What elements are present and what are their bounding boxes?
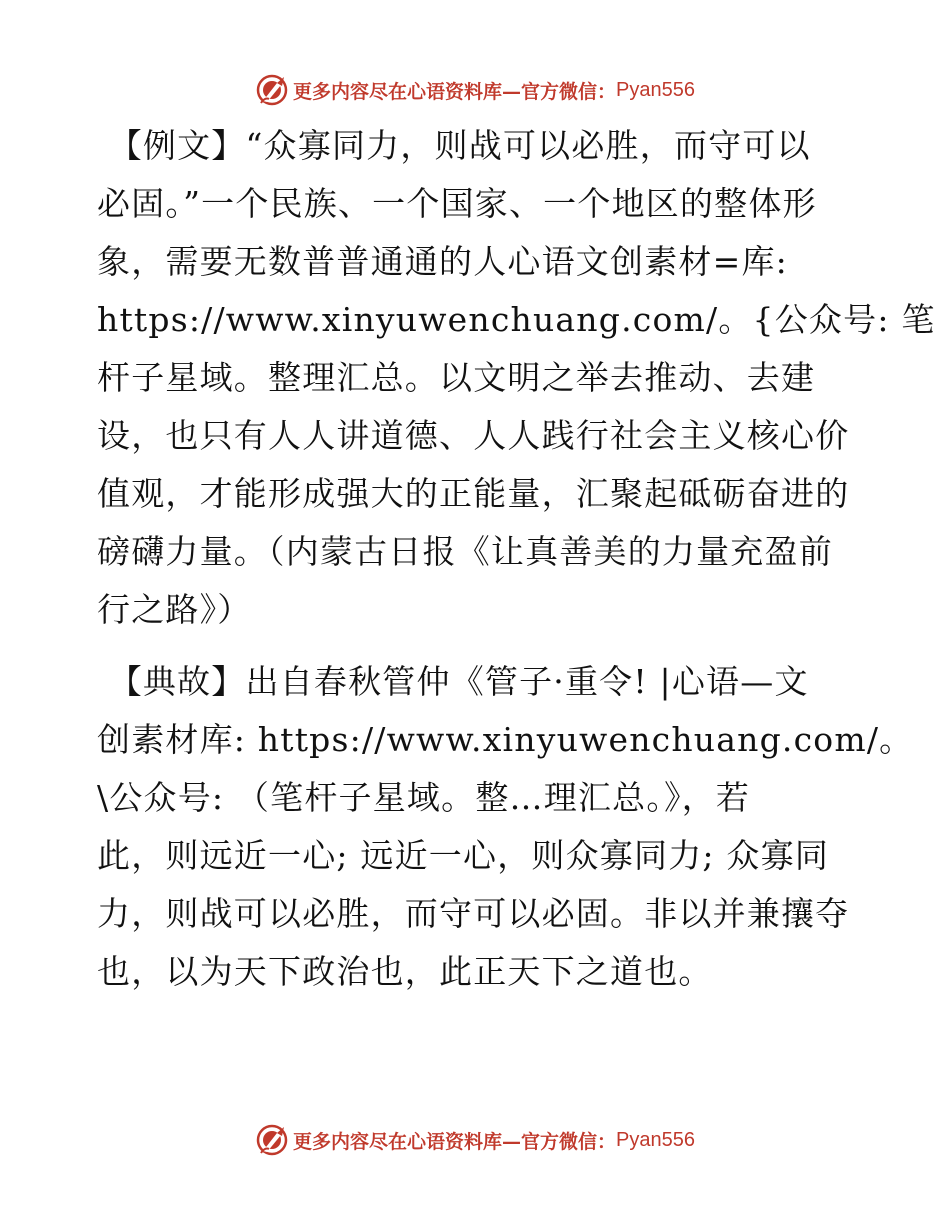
- document-body: [97, 117, 936, 1001]
- allusion-line: \公众号: （笔杆子星域。整…理汇总。》，若: [97, 778, 751, 817]
- example-line: 象，需要无数普普通通的人心语文创素材=库:: [97, 242, 788, 281]
- header-banner-sub-text: —官方微信：: [502, 80, 617, 103]
- allusion-line: 也，以为天下政治也，此正天下之道也。: [97, 952, 713, 991]
- footer-banner: [0, 1120, 950, 1160]
- quill-circle-logo-icon: [255, 73, 289, 107]
- footer-banner-wechat-id: Pyan556: [616, 1128, 695, 1151]
- example-line: 设，也只有人人讲道德、人人践行社会主义核心价: [97, 416, 850, 455]
- footer-banner-sub-text: —官方微信：: [502, 1130, 617, 1153]
- example-line: 行之路》）: [97, 590, 252, 629]
- allusion-line: 创素材库: https://www.xinyuwenchuang.com/。: [97, 720, 914, 759]
- header-banner-wechat-id: Pyan556: [616, 78, 695, 101]
- example-line: 值观，才能形成强大的正能量，汇聚起砥砺奋进的: [97, 474, 850, 513]
- allusion-line: 【典故】出自春秋管仲《管子·重令! |心语—文: [97, 662, 809, 701]
- quill-circle-logo-icon: [255, 1123, 289, 1157]
- allusion-line: 力，则战可以必胜，而守可以必固。非以并兼攘夺: [97, 894, 850, 933]
- example-line: 杆子星域。整理汇总。以文明之举去推动、去建: [97, 358, 816, 397]
- example-line: 必固。”一个民族、一个国家、一个地区的整体形: [97, 184, 817, 223]
- paragraph-gap: [97, 639, 857, 653]
- header-banner-main-text: 更多内容尽在心语资料库: [293, 80, 503, 103]
- example-line: 磅礴力量。（内蒙古日报《让真善美的力量充盈前: [97, 532, 833, 571]
- allusion-line: 此，则远近一心; 远近一心，则众寡同力; 众寡同: [97, 836, 830, 875]
- example-line: 【例文】“众寡同力，则战可以必胜，而守可以: [97, 126, 811, 165]
- footer-banner-main-text: 更多内容尽在心语资料库: [293, 1130, 503, 1153]
- example-line: https://www.xinyuwenchuang.com/。{公众号: 笔: [97, 300, 936, 339]
- allusion-paragraph: [97, 653, 914, 1001]
- example-paragraph: [97, 117, 936, 639]
- header-banner: [0, 70, 950, 110]
